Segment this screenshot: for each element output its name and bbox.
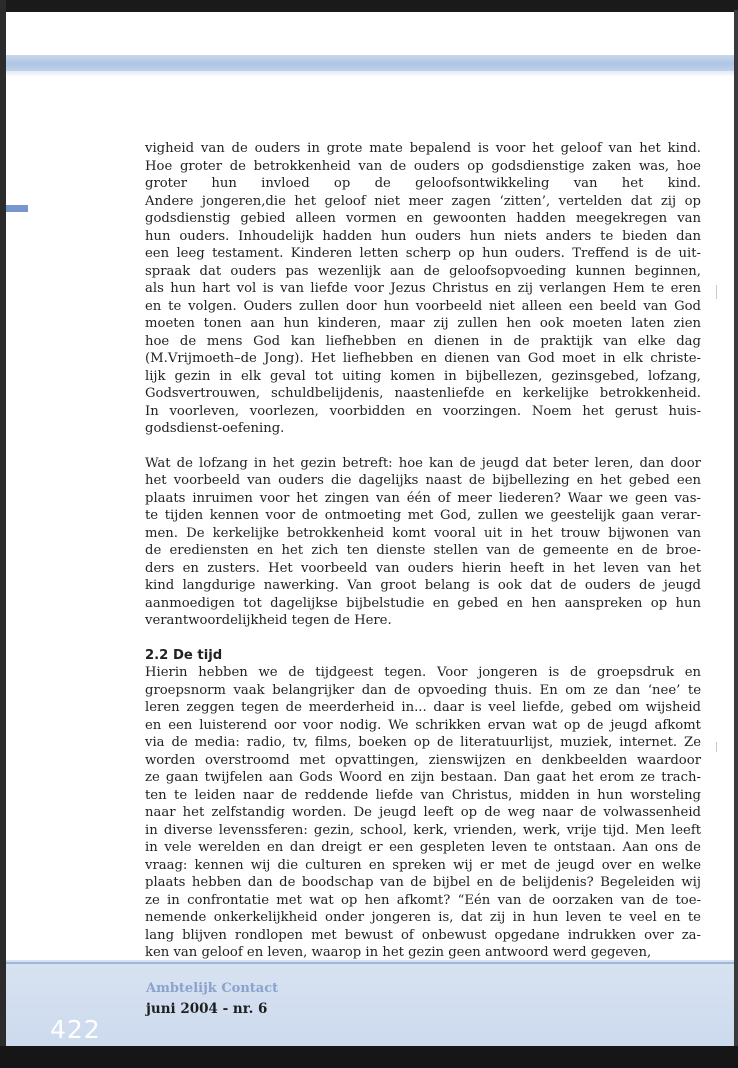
text-line: plaats hebben dan de boodschap van de bijbel en de belijdenis? Begeleiden wij [145,875,701,890]
footer-rule [6,962,734,964]
text-line: men. De kerkelijke betrokkenheid komt vooral uit in het trouw bijwonen van [145,525,701,541]
text-line: naar het zelfstandig worden. De jeugd leeft op de weg naar de volwassenheid [145,805,701,820]
text-line: ken van geloof en leven, waarop in het gezin geen antwoord werd gegeven, [145,945,652,960]
scan-border-right [734,10,738,1068]
text-line: groepsnorm vaak belangrijker dan de opvoeding thuis. En om ze dan ‘nee’ te [145,682,701,698]
text-line: groter hun invloed op de geloofsontwikkeling van het kind. [145,176,701,191]
text-line: moeten tonen aan hun kinderen, maar zij zullen hen ook moeten laten zien [145,316,701,331]
text-line: vraag: kennen wij die culturen en spreken wij er met de jeugd over en welke [145,857,701,873]
text-line: en een luisterend oor voor nodig. We schrikken ervan wat op de jeugd afkomt [145,717,701,733]
text-line: Hoe groter de betrokkenheid van de ouders op godsdienstige zaken was, hoe [145,158,701,174]
text-line: worden overstroomd met opvattingen, zienswijzen en denkbeelden waardoor [145,752,701,768]
text-line: Andere jongeren,die het geloof niet meer zagen ‘zitten’, vertelden dat zij op [145,193,701,209]
scan-border-top [0,0,738,12]
section [145,647,701,962]
text-line: godsdienst-oefening. [145,421,285,436]
header-band [6,55,734,71]
text-line: Wat de lofzang in het gezin betreft: hoe kan de jeugd dat beter leren, dan door [145,455,701,471]
text-line: in vele werelden en dan dreigt er een gespleten leven te ontstaan. Aan ons de [145,840,701,855]
scan-border-bottom [0,1046,738,1068]
text-line: als hun hart vol is van liefde voor Jezus Christus en zij verlangen Hem te eren [145,281,701,296]
text-line: leren zeggen tegen de meerderheid in... daar is veel liefde, gebed om wijsheid [145,700,701,715]
text-line: ten te leiden naar de reddende liefde van Christus, midden in hun worsteling [145,787,701,803]
paragraph [145,455,701,630]
text-line: vigheid van de ouders in grote mate bepalend is voor het geloof van het kind. [145,141,701,156]
section-heading: 2.2 De tijd [145,647,223,663]
margin-mark [716,285,717,299]
text-line: aanmoedigen tot dagelijkse bijbelstudie en gebed en hen aanspreken op hun [145,595,701,611]
issue-info: juni 2004 - nr. 6 [146,1001,268,1017]
text-line: lang blijven rondlopen met bewust of onbewust opgedane indrukken over za- [145,927,701,943]
article-body [145,140,701,979]
text-line: (M.Vrijmoeth–de Jong). Het liefhebben en dienen van God moet in elk christe- [145,351,701,366]
paragraph [145,140,701,438]
text-line: via de media: radio, tv, films, boeken op de literatuurlijst, muziek, internet. Ze [145,735,701,750]
footer [6,960,734,1046]
text-line: Hierin hebben we de tijdgeest tegen. Voor jongeren is de groepsdruk en [145,665,701,680]
page-number: 422 [50,1015,101,1044]
text-line: hun ouders. Inhoudelijk hadden hun ouders hun niets anders te bieden dan [145,228,701,244]
text-line: kind langdurige nawerking. Van groot belang is ook dat de ouders de jeugd [145,578,701,593]
scan-border-left [0,0,6,1068]
text-line: een leeg testament. Kinderen letten scherp op hun ouders. Treffend is de uit- [145,246,701,261]
text-line: het voorbeeld van ouders die dagelijks naast de bijbellezing en het gebed een [145,473,701,488]
text-line: nemende onkerkelijkheid onder jongeren is, dat zij in hun leven te veel en te [145,910,701,925]
text-line: ders en zusters. Het voorbeeld van ouders hierin heeft in het leven van het [145,560,701,576]
side-marker [6,205,28,212]
text-line: Godsvertrouwen, schuldbelijdenis, naastenliefde en kerkelijke betrokkenheid. [145,386,701,401]
text-line: spraak dat ouders pas wezenlijk aan de geloofsopvoeding kunnen beginnen, [145,263,701,279]
text-line: verantwoordelijkheid tegen de Here. [145,613,392,628]
text-line: te tijden kennen voor de ontmoeting met God, zullen we geestelijk gaan verar- [145,508,701,523]
text-line: de erediensten en het zich ten dienste stellen van de gemeente en de broe- [145,543,701,558]
margin-mark [716,742,717,752]
text-line: plaats inruimen voor het zingen van één of meer liederen? Waar we geen vas- [145,490,701,506]
journal-title: Ambtelijk Contact [146,981,279,996]
text-line: hoe de mens God kan liefhebben en dienen in de praktijk van elke dag [145,333,701,349]
text-line: godsdienstig gebied alleen vormen en gewoonten hadden meegekregen van [145,211,701,226]
text-line: lijk gezin in elk geval tot uiting komen in bijbellezen, gezinsgebed, lofzang, [145,368,701,384]
text-line: en te volgen. Ouders zullen door hun voorbeeld niet alleen een beeld van God [145,298,701,314]
text-line: ze gaan twijfelen aan Gods Woord en zijn bestaan. Dan gaat het erom ze trach- [145,770,701,785]
text-line: in diverse levenssferen: gezin, school, kerk, vrienden, werk, vrije tijd. Men leeft [145,822,701,838]
section-text [145,664,701,962]
text-line: In voorleven, voorlezen, voorbidden en voorzingen. Noem het gerust huis- [145,403,701,419]
text-line: ze in confrontatie met wat op hen afkomt? “Eén van de oorzaken van de toe- [145,892,701,908]
